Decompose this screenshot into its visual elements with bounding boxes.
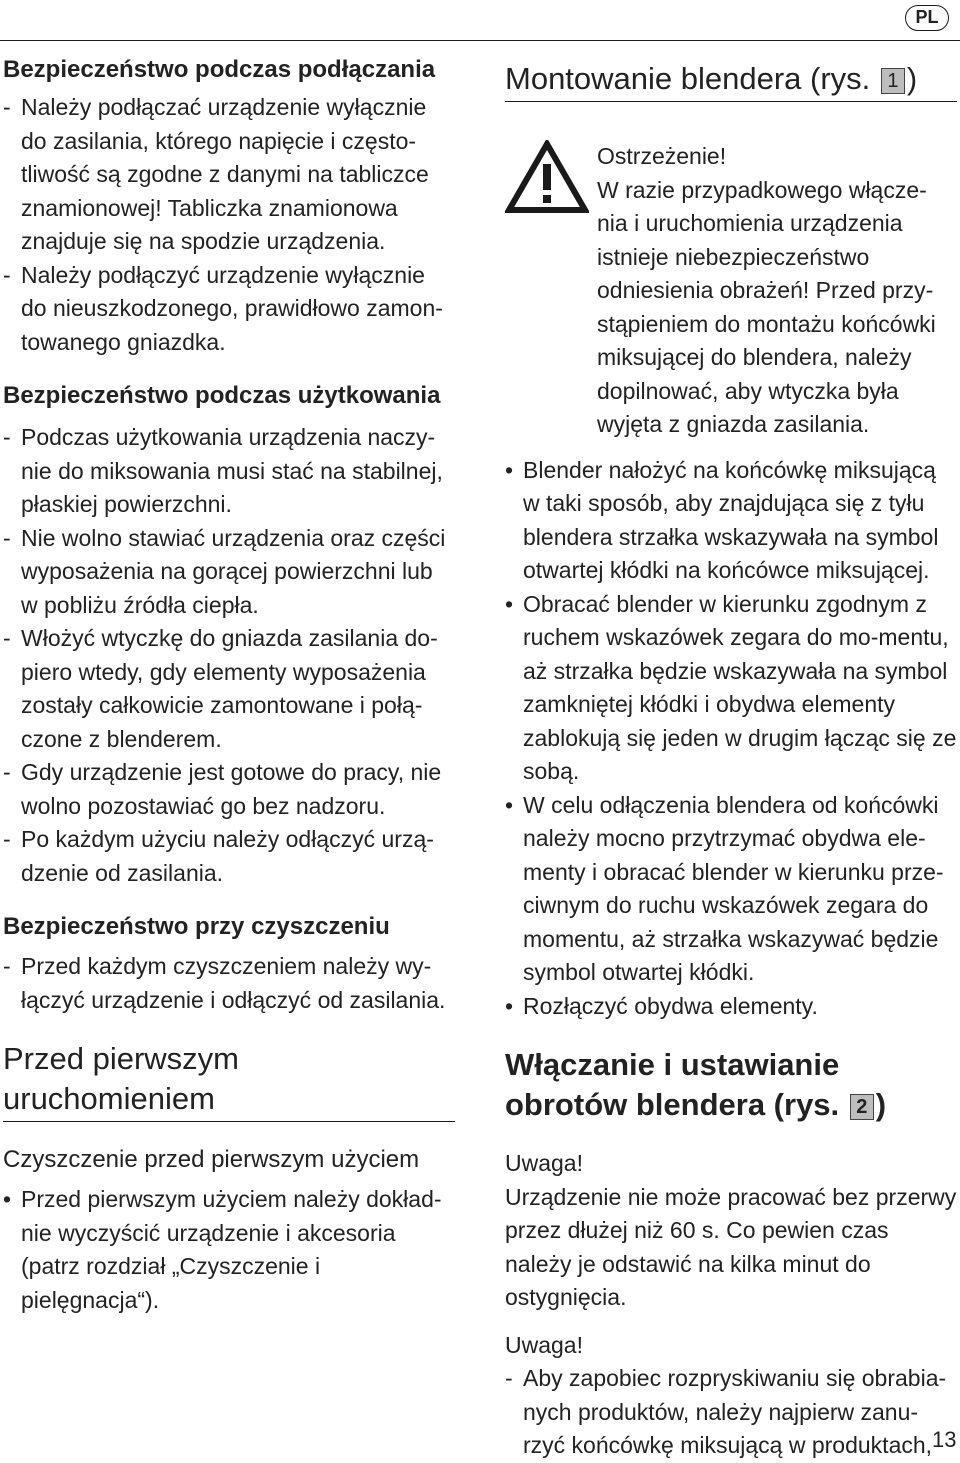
list-item: - Nie wolno stawiać urządzenia oraz części wyposażenia na gorącej powierzchni lub w pobliżu źródła ciepła. <box>3 522 455 623</box>
figure-number: 2 <box>850 1094 874 1120</box>
chapter-title-text: Włączanie i ustawianie obrotów blendera (rys. <box>505 1047 840 1122</box>
list-item: - Włożyć wtyczkę do gniazda zasilania do-piero wtedy, gdy elementy wyposażenia zostały całkowicie zamontowane i połą-czone z blenderem. <box>3 622 455 756</box>
subsection-title-cleaning-before-use: Czyszczenie przed pierwszym użyciem <box>3 1146 420 1173</box>
list-item: • Rozłączyć obydwa elementy. <box>505 990 957 1024</box>
chapter-title-text: Montowanie blendera (rys. <box>505 61 871 96</box>
list-item: - Należy podłączyć urządzenie wyłącznie do nieuszkodzonego, prawidłowo zamon-towanego gniazdka. <box>3 259 455 360</box>
note-title: Uwaga! <box>505 1331 583 1358</box>
warning-box <box>505 140 957 442</box>
section-title-cleaning-safety: Bezpieczeństwo przy czyszczeniu <box>3 913 390 940</box>
warning-triangle-icon <box>505 140 589 214</box>
list-item: - Należy podłączać urządzenie wyłącznie do zasilania, którego napięcie i często-tliwość są zgodne z danymi na tabliczce znamionowej! Tabliczka znamionowa znajduje się na spodzie urządzenia. <box>3 91 455 259</box>
language-badge: PL <box>905 5 949 31</box>
right-column <box>505 55 957 1463</box>
list-item: - Aby zapobiec rozpryskiwaniu się obrabia-nych produktów, należy najpierw zanu-rzyć końcówkę miksującą w produktach, <box>505 1362 957 1463</box>
chapter-title-close: ) <box>875 1087 887 1122</box>
list-item: • Obracać blender w kierunku zgodnym z ruchem wskazówek zegara do mo-mentu, aż strzałka będzie wskazywała na symbol zamkniętej kłódki i obydwa elementy zablokują się jeden w drugim łącząc się ze sobą. <box>505 588 957 789</box>
list-item: - Przed każdym czyszczeniem należy wy-łączyć urządzenie i odłączyć od zasilania. <box>3 950 455 1017</box>
header-rule <box>0 40 960 41</box>
list-item: • W celu odłączenia blendera od końcówki należy mocno przytrzymać obydwa ele-menty i obracać blender w kierunku prze-ciwnym do ruchu wskazówek zegara do momentu, aż strzałka wskazywać będzie symbol otwartej kłódki. <box>505 789 957 990</box>
warning-text: W razie przypadkowego włącze-nia i uruchomienia urządzenia istnieje niebezpieczeństwo odniesienia obrażeń! Przed przy-stąpieniem do montażu końcówki miksującej do blendera, należy dopilnować, aby wtyczka była wyjęta z gniazda zasilania. <box>597 176 936 437</box>
figure-number: 1 <box>881 68 905 94</box>
list-item: - Po każdym użyciu należy odłączyć urzą-dzenie od zasilania. <box>3 823 455 890</box>
list-item: • Przed pierwszym użyciem należy dokład-nie wyczyścić urządzenie i akcesoria (patrz rozdział „Czyszczenie i pielęgnacja“). <box>3 1183 455 1317</box>
note-title: Uwaga! <box>505 1150 583 1176</box>
list-item: • Blender nałożyć na końcówkę miksującą w taki sposób, aby znajdująca się z tyłu blendera strzałka wskazywała na symbol otwartej kłódki na końcówce miksującej. <box>505 454 957 588</box>
warning-title: Ostrzeżenie! <box>597 143 727 169</box>
list-item: - Gdy urządzenie jest gotowe do pracy, nie wolno pozostawiać go bez nadzoru. <box>3 756 455 823</box>
chapter-title-before-first-use: Przed pierwszym uruchomieniem <box>3 1039 455 1122</box>
chapter-title-close: ) <box>906 61 918 96</box>
note-text: Urządzenie nie może pracować bez przerwy przez dłużej niż 60 s. Co pewien czas należy je odstawić na kilka minut do ostygnięcia. <box>505 1183 957 1310</box>
list-item: - Podczas użytkowania urządzenia naczy-nie do miksowania musi stać na stabilnej, płaskiej powierzchni. <box>3 421 455 522</box>
left-column <box>3 55 455 1317</box>
chapter-title-blender-assembly <box>505 59 957 102</box>
chapter-title-switching-on <box>505 1045 957 1125</box>
page-number: 13 <box>932 1427 957 1452</box>
section-title-usage-safety: Bezpieczeństwo podczas użytkowania <box>3 382 441 409</box>
section-title-connection-safety: Bezpieczeństwo podczas podłączania <box>3 56 436 83</box>
